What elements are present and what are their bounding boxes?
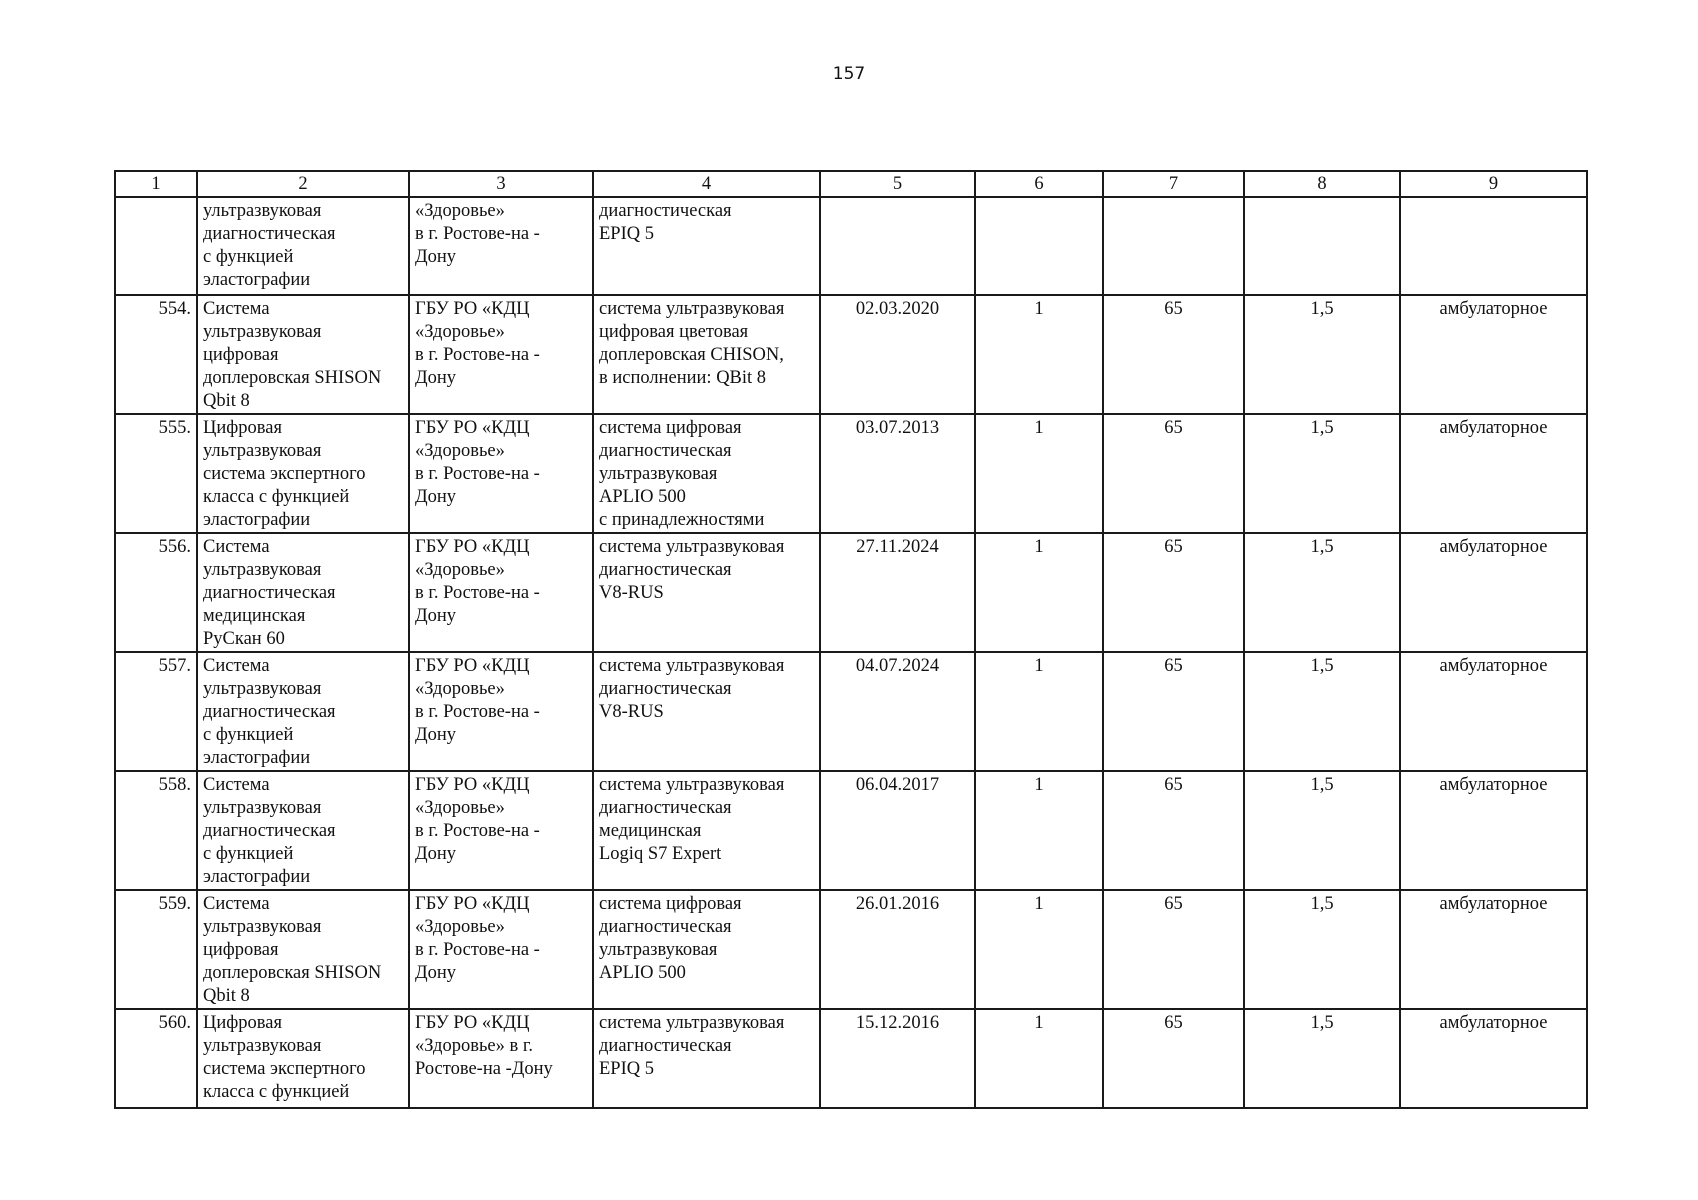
organization-cell: ГБУ РО «КДЦ «Здоровье» в г. Ростове-на - Дону bbox=[409, 771, 593, 890]
row-number-cell: 557. bbox=[115, 652, 197, 771]
mode-cell: амбулаторное bbox=[1400, 652, 1587, 771]
column-header: 1 bbox=[115, 171, 197, 197]
column8-cell: 1,5 bbox=[1244, 414, 1400, 533]
organization-cell: ГБУ РО «КДЦ «Здоровье» в г. Ростове-на - Дону bbox=[409, 295, 593, 414]
quantity-cell: 1 bbox=[975, 890, 1103, 1009]
table-row bbox=[115, 414, 1587, 533]
column7-cell: 65 bbox=[1103, 652, 1244, 771]
model-cell: система ультразвуковая цифровая цветовая доплеровская CHISON, в исполнении: QBit 8 bbox=[593, 295, 820, 414]
organization-cell: ГБУ РО «КДЦ «Здоровье» в г. Ростове-на -Дону bbox=[409, 1009, 593, 1108]
quantity-cell: 1 bbox=[975, 295, 1103, 414]
column7-cell: 65 bbox=[1103, 771, 1244, 890]
mode-cell: амбулаторное bbox=[1400, 295, 1587, 414]
row-number-cell: 556. bbox=[115, 533, 197, 652]
organization-cell: «Здоровье» в г. Ростове-на - Дону bbox=[409, 197, 593, 295]
column-header: 4 bbox=[593, 171, 820, 197]
date-cell: 26.01.2016 bbox=[820, 890, 975, 1009]
quantity-cell bbox=[975, 197, 1103, 295]
organization-cell: ГБУ РО «КДЦ «Здоровье» в г. Ростове-на - Дону bbox=[409, 533, 593, 652]
organization-cell: ГБУ РО «КДЦ «Здоровье» в г. Ростове-на - Дону bbox=[409, 652, 593, 771]
row-number-cell: 559. bbox=[115, 890, 197, 1009]
organization-cell: ГБУ РО «КДЦ «Здоровье» в г. Ростове-на - Дону bbox=[409, 890, 593, 1009]
column7-cell: 65 bbox=[1103, 533, 1244, 652]
model-cell: система ультразвуковая диагностическая медицинская Logiq S7 Expert bbox=[593, 771, 820, 890]
equipment-name-cell: Система ультразвуковая диагностическая с функцией эластографии bbox=[197, 652, 409, 771]
column-header: 8 bbox=[1244, 171, 1400, 197]
table-row bbox=[115, 533, 1587, 652]
column7-cell bbox=[1103, 197, 1244, 295]
column7-cell: 65 bbox=[1103, 1009, 1244, 1108]
date-cell: 03.07.2013 bbox=[820, 414, 975, 533]
table-row bbox=[115, 295, 1587, 414]
column-header: 9 bbox=[1400, 171, 1587, 197]
date-cell: 27.11.2024 bbox=[820, 533, 975, 652]
mode-cell: амбулаторное bbox=[1400, 414, 1587, 533]
row-number-cell: 554. bbox=[115, 295, 197, 414]
column8-cell: 1,5 bbox=[1244, 771, 1400, 890]
organization-cell: ГБУ РО «КДЦ «Здоровье» в г. Ростове-на - Дону bbox=[409, 414, 593, 533]
row-number-cell: 558. bbox=[115, 771, 197, 890]
column-header: 7 bbox=[1103, 171, 1244, 197]
table-row bbox=[115, 890, 1587, 1009]
mode-cell: амбулаторное bbox=[1400, 533, 1587, 652]
date-cell: 15.12.2016 bbox=[820, 1009, 975, 1108]
model-cell: диагностическая EPIQ 5 bbox=[593, 197, 820, 295]
model-cell: система цифровая диагностическая ультразвуковая APLIO 500 с принадлежностями bbox=[593, 414, 820, 533]
column7-cell: 65 bbox=[1103, 414, 1244, 533]
page-number: 157 bbox=[832, 64, 866, 84]
column8-cell: 1,5 bbox=[1244, 295, 1400, 414]
column-header: 2 bbox=[197, 171, 409, 197]
column7-cell: 65 bbox=[1103, 295, 1244, 414]
row-number-cell bbox=[115, 197, 197, 295]
mode-cell: амбулаторное bbox=[1400, 771, 1587, 890]
model-cell: система ультразвуковая диагностическая V8-RUS bbox=[593, 652, 820, 771]
date-cell: 06.04.2017 bbox=[820, 771, 975, 890]
equipment-name-cell: Цифровая ультразвуковая система экспертного класса с функцией bbox=[197, 1009, 409, 1108]
table-row bbox=[115, 652, 1587, 771]
column7-cell: 65 bbox=[1103, 890, 1244, 1009]
quantity-cell: 1 bbox=[975, 414, 1103, 533]
column8-cell: 1,5 bbox=[1244, 652, 1400, 771]
date-cell: 02.03.2020 bbox=[820, 295, 975, 414]
equipment-name-cell: Система ультразвуковая цифровая доплеровская SHISON Qbit 8 bbox=[197, 890, 409, 1009]
equipment-name-cell: Цифровая ультразвуковая система экспертного класса с функцией эластографии bbox=[197, 414, 409, 533]
date-cell bbox=[820, 197, 975, 295]
equipment-name-cell: Система ультразвуковая цифровая доплеровская SHISON Qbit 8 bbox=[197, 295, 409, 414]
column-header: 3 bbox=[409, 171, 593, 197]
table-row bbox=[115, 771, 1587, 890]
date-cell: 04.07.2024 bbox=[820, 652, 975, 771]
table-row bbox=[115, 1009, 1587, 1108]
mode-cell: амбулаторное bbox=[1400, 890, 1587, 1009]
column-header: 6 bbox=[975, 171, 1103, 197]
mode-cell bbox=[1400, 197, 1587, 295]
model-cell: система ультразвуковая диагностическая EPIQ 5 bbox=[593, 1009, 820, 1108]
table-header-row bbox=[115, 171, 1587, 197]
column8-cell: 1,5 bbox=[1244, 1009, 1400, 1108]
equipment-name-cell: Система ультразвуковая диагностическая с функцией эластографии bbox=[197, 771, 409, 890]
column8-cell bbox=[1244, 197, 1400, 295]
table-row-continuation bbox=[115, 197, 1587, 295]
model-cell: система цифровая диагностическая ультразвуковая APLIO 500 bbox=[593, 890, 820, 1009]
equipment-table bbox=[114, 170, 1588, 1109]
mode-cell: амбулаторное bbox=[1400, 1009, 1587, 1108]
column-header: 5 bbox=[820, 171, 975, 197]
row-number-cell: 555. bbox=[115, 414, 197, 533]
quantity-cell: 1 bbox=[975, 771, 1103, 890]
equipment-name-cell: Система ультразвуковая диагностическая медицинская РуСкан 60 bbox=[197, 533, 409, 652]
quantity-cell: 1 bbox=[975, 533, 1103, 652]
row-number-cell: 560. bbox=[115, 1009, 197, 1108]
quantity-cell: 1 bbox=[975, 1009, 1103, 1108]
column8-cell: 1,5 bbox=[1244, 533, 1400, 652]
model-cell: система ультразвуковая диагностическая V8-RUS bbox=[593, 533, 820, 652]
column8-cell: 1,5 bbox=[1244, 890, 1400, 1009]
quantity-cell: 1 bbox=[975, 652, 1103, 771]
equipment-name-cell: ультразвуковая диагностическая с функцией эластографии bbox=[197, 197, 409, 295]
